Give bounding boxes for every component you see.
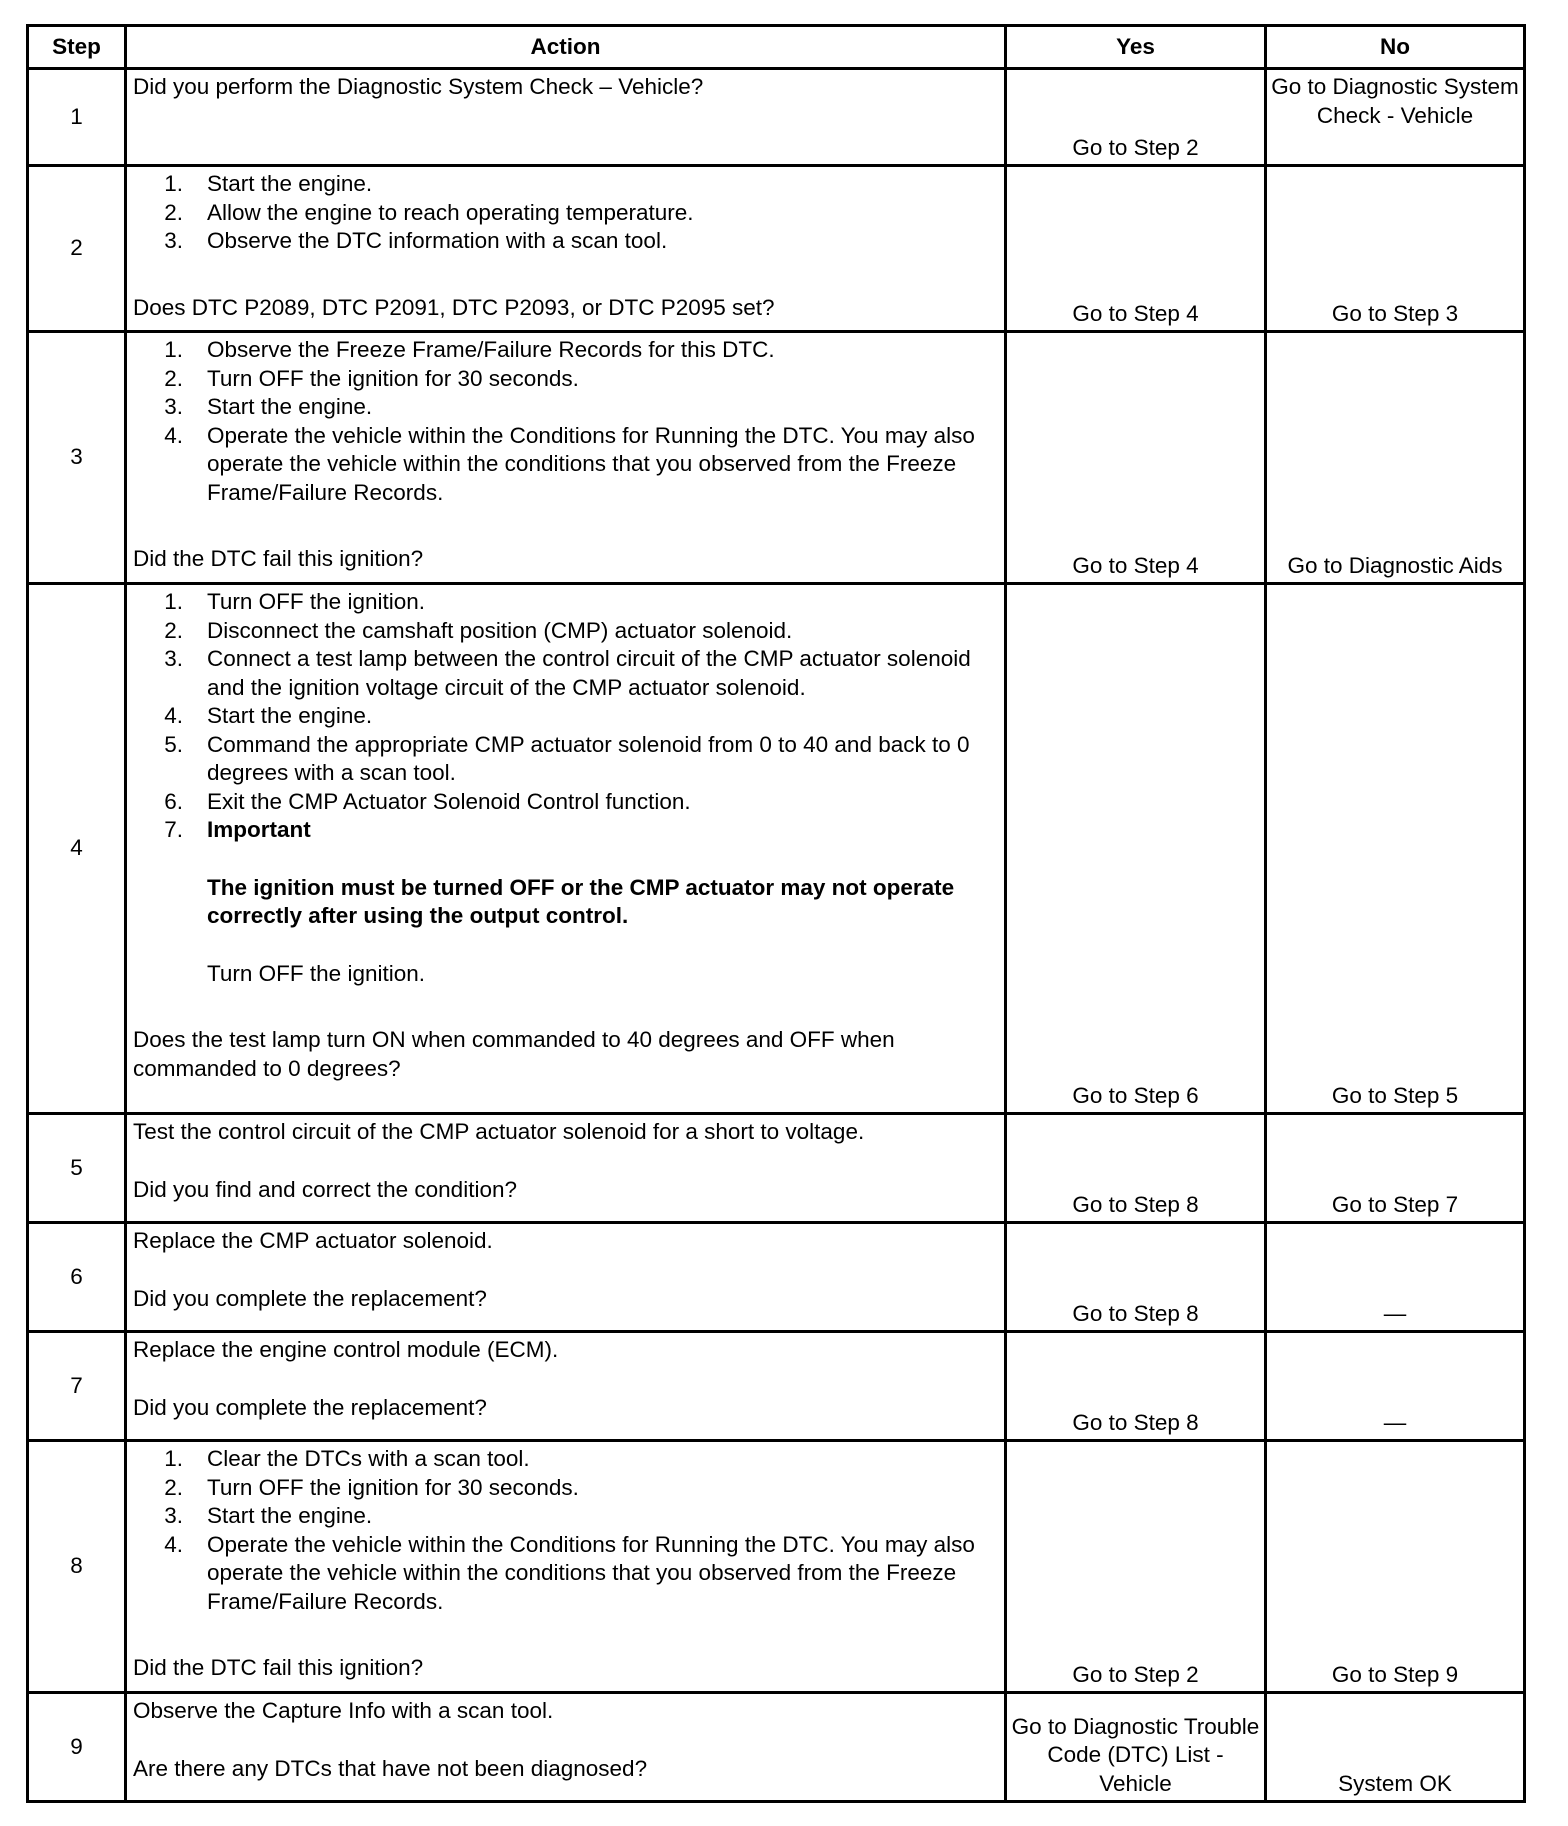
no-cell: — [1266,1223,1525,1332]
table-row [28,1114,1525,1223]
table-row [28,1693,1525,1802]
step-number: 5 [28,1114,126,1223]
list-item: 1. Clear the DTCs with a scan tool. [164,1446,530,1471]
action-cell [126,584,1006,1114]
question-text: Did you complete the replacement? [133,1394,487,1420]
step-number: 4 [28,584,126,1114]
action-cell [126,332,1006,584]
instruction-list [133,1445,1000,1616]
yes-cell: Go to Step 4 [1006,166,1266,332]
yes-cell: Go to Step 8 [1006,1223,1266,1332]
list-item: 4. Start the engine. [164,703,373,728]
action-cell [126,1332,1006,1441]
table-row [28,584,1525,1114]
instruction-list [133,588,1000,988]
table-row [28,1332,1525,1441]
table-row [28,1441,1525,1693]
action-cell [126,1114,1006,1223]
header-action: Action [126,26,1006,69]
question-text: Does DTC P2089, DTC P2091, DTC P2093, or DTC P2095 set? [133,294,775,320]
yes-cell: Go to Step 2 [1006,69,1266,166]
question-text: Did the DTC fail this ignition? [133,1655,424,1680]
important-label: Important [207,817,311,842]
action-cell [126,1441,1006,1693]
question-text: Are there any DTCs that have not been diagnosed? [133,1755,648,1781]
step-number: 9 [28,1693,126,1802]
action-cell [126,166,1006,332]
question-text: Does the test lamp turn ON when commanded to 40 degrees and OFF when commanded to 0 degrees? [133,1027,895,1081]
step-number: 2 [28,166,126,332]
list-item: 3. Connect a test lamp between the control circuit of the CMP actuator solenoid and the ignition voltage circuit of the CMP actuator solenoid. [164,646,971,700]
instruction-text: Test the control circuit of the CMP actuator solenoid for a short to voltage. [133,1119,865,1144]
action-cell [126,69,1006,166]
question-text: Did you perform the Diagnostic System Check – Vehicle? [133,74,704,99]
list-item: 2. Allow the engine to reach operating temperature. [164,199,694,225]
no-cell: System OK [1266,1693,1525,1802]
no-cell: — [1266,1332,1525,1441]
important-text: The ignition must be turned OFF or the CMP actuator may not operate correctly after using the output control. [207,874,955,928]
step-number: 8 [28,1441,126,1693]
action-cell [126,1693,1006,1802]
instruction-text: Observe the Capture Info with a scan tool. [133,1698,554,1723]
no-cell: Go to Step 7 [1266,1114,1525,1223]
question-text: Did you complete the replacement? [133,1285,487,1311]
header-row [28,26,1525,69]
list-item: 1. Observe the Freeze Frame/Failure Records for this DTC. [164,337,775,362]
no-cell: Go to Diagnostic System Check - Vehicle [1266,69,1525,166]
list-item: 2. Turn OFF the ignition for 30 seconds. [164,365,579,391]
no-cell: Go to Step 9 [1266,1441,1525,1693]
header-yes: Yes [1006,26,1266,69]
instruction-list [133,170,1000,256]
yes-cell: Go to Step 2 [1006,1441,1266,1693]
step-number: 1 [28,69,126,166]
list-item: 1. Turn OFF the ignition. [164,589,426,614]
table-row [28,166,1525,332]
step-number: 7 [28,1332,126,1441]
question-text: Did you find and correct the condition? [133,1176,517,1202]
list-item: 5. Command the appropriate CMP actuator solenoid from 0 to 40 and back to 0 degrees with a scan tool. [164,731,970,785]
list-item: 7. Important The ignition must be turned OFF or the CMP actuator may not operate correctly after using the output control. Turn OFF the ignition. [133,816,1000,988]
list-item: 2. Turn OFF the ignition for 30 seconds. [164,1474,579,1500]
list-item: 4. Operate the vehicle within the Conditions for Running the DTC. You may also operate the vehicle within the conditions that you observed from the Freeze Frame/Failure Records. [164,1531,975,1614]
yes-cell: Go to Diagnostic Trouble Code (DTC) List - Vehicle [1006,1693,1266,1802]
list-item: 4. Operate the vehicle within the Conditions for Running the DTC. You may also operate the vehicle within the conditions that you observed from the Freeze Frame/Failure Records. [164,422,975,505]
table-row [28,332,1525,584]
important-after: Turn OFF the ignition. [207,960,426,986]
list-item: 2. Disconnect the camshaft position (CMP) actuator solenoid. [164,617,793,643]
table-row [28,69,1525,166]
list-item: 3. Start the engine. [164,394,373,419]
list-item: 6. Exit the CMP Actuator Solenoid Control function. [164,788,691,814]
step-number: 6 [28,1223,126,1332]
yes-cell: Go to Step 8 [1006,1114,1266,1223]
yes-cell: Go to Step 6 [1006,584,1266,1114]
no-cell: Go to Step 3 [1266,166,1525,332]
question-text: Did the DTC fail this ignition? [133,546,424,571]
yes-cell: Go to Step 8 [1006,1332,1266,1441]
header-no: No [1266,26,1525,69]
table-row [28,1223,1525,1332]
instruction-text: Replace the CMP actuator solenoid. [133,1228,493,1253]
list-item: 3. Observe the DTC information with a scan tool. [164,228,668,253]
diagnostic-table [26,24,1526,1803]
list-item: 1. Start the engine. [164,171,373,196]
no-cell: Go to Step 5 [1266,584,1525,1114]
yes-cell: Go to Step 4 [1006,332,1266,584]
step-number: 3 [28,332,126,584]
no-cell: Go to Diagnostic Aids [1266,332,1525,584]
header-step: Step [28,26,126,69]
action-cell [126,1223,1006,1332]
instruction-list [133,336,1000,507]
list-item: 3. Start the engine. [164,1503,373,1528]
instruction-text: Replace the engine control module (ECM). [133,1337,559,1362]
